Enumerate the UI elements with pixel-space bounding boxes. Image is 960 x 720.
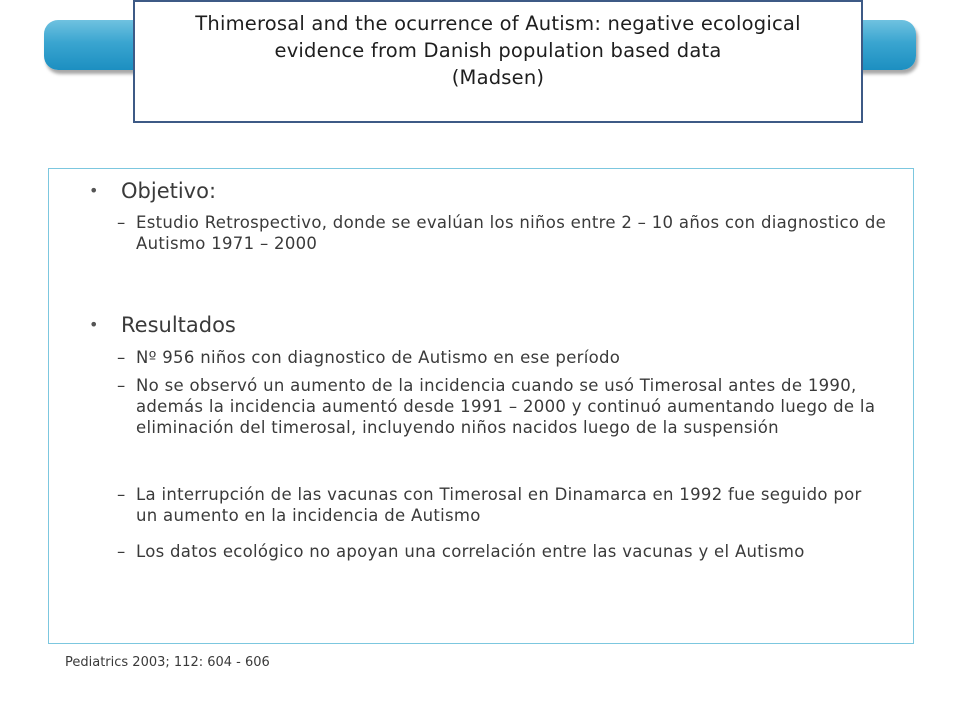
section-heading-resultados: • Resultados (89, 313, 236, 337)
content-box (48, 168, 914, 644)
dash-icon: – (117, 213, 126, 232)
bullet-icon: • (89, 315, 99, 334)
dash-icon: – (117, 542, 126, 561)
list-item: – No se observó un aumento de la incidencia cuando se usó Timerosal antes de 1990, además la incidencia aumentó desde 1991 – 2000 y continuó aumentando luego de la eliminación del timerosal, incluyendo niños nacidos luego de la suspensión (117, 376, 876, 437)
list-item: – Los datos ecológico no apoyan una correlación entre las vacunas y el Autismo (117, 542, 805, 561)
dash-icon: – (117, 485, 126, 504)
title-line-3: (Madsen) (451, 66, 545, 89)
list-item: – Nº 956 niños con diagnostico de Autismo en ese período (117, 348, 621, 367)
title-line-2: evidence from Danish population based data (274, 39, 722, 62)
dash-icon: – (117, 348, 126, 367)
list-item: – La interrupción de las vacunas con Timerosal en Dinamarca en 1992 fue seguido por un aumento en la incidencia de Autismo (117, 485, 862, 525)
title-line-1: Thimerosal and the ocurrence of Autism: negative ecological (195, 12, 801, 35)
section-heading-objetivo: • Objetivo: (89, 179, 217, 203)
bullet-icon: • (89, 181, 99, 200)
slide-title (133, 0, 863, 123)
citation-footer: Pediatrics 2003; 112: 604 - 606 (65, 655, 270, 670)
list-item: – Estudio Retrospectivo, donde se evalúan los niños entre 2 – 10 años con diagnostico de Autismo 1971 – 2000 (117, 213, 887, 253)
dash-icon: – (117, 376, 126, 395)
